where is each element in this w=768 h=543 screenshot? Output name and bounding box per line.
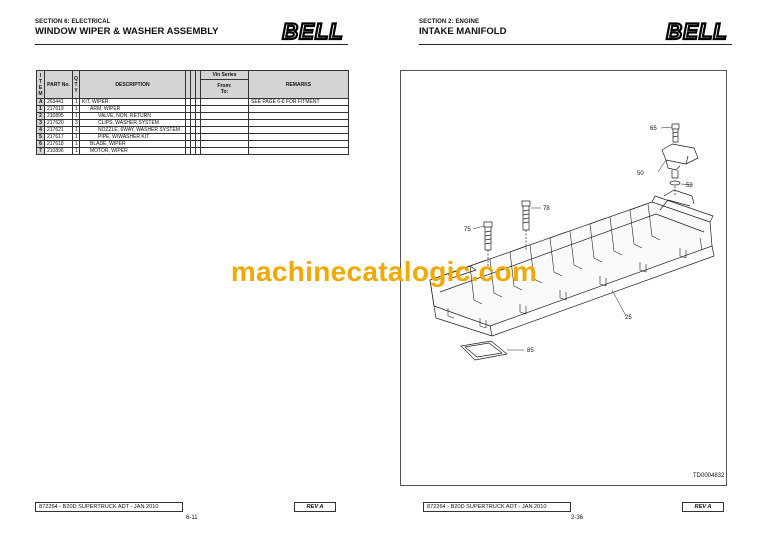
callout-label: 50: [637, 171, 644, 177]
callout-label: 75: [464, 227, 471, 233]
drawing-id: TD0004832: [693, 473, 725, 479]
col-from-to-header: From: To:: [201, 80, 249, 99]
table-row: 4 217621 1 NOZZLE, 6WAY, WASHER SYSTEM: [37, 127, 349, 134]
footer-revision: REV A: [294, 502, 336, 512]
table-row: 5 217617 1 PIPE, W/WASHER KIT: [37, 134, 349, 141]
col-vin-series-header: Vin Series: [201, 71, 249, 80]
callout-label: 78: [543, 206, 550, 212]
callout-label: 85: [527, 348, 534, 354]
gasket-85: [461, 341, 507, 360]
page-number: 6-11: [186, 515, 198, 521]
bell-logo-text: BELL: [282, 19, 344, 44]
table-row: 1 217619 1 ARM, WIPER: [37, 106, 349, 113]
callout-label: 25: [625, 315, 632, 321]
table-row: 3 217620 3 CLIPS, WASHER SYSTEM: [37, 120, 349, 127]
table-row: A 263441 1 KIT, WIPER SEE PAGE 6-6 FOR FITMENT: [37, 99, 349, 106]
col-description-header: DESCRIPTION: [80, 71, 186, 99]
section-label: SECTION 6: ELECTRICAL: [35, 19, 111, 25]
callout-label: 65: [650, 126, 657, 132]
col-qty-header: Q T Y: [73, 71, 80, 99]
footer-doc-ref: 872264 - B20D SUPERTRUCK ADT - JAN 2010: [423, 502, 571, 512]
callout-label: 52: [686, 183, 693, 189]
col-item-header: I T E M: [38, 72, 43, 97]
page-title: INTAKE MANIFOLD: [419, 26, 507, 37]
col-remarks-header: REMARKS: [249, 71, 349, 99]
table-row: 7 210896 1 MOTOR, WIPER: [37, 148, 349, 155]
section-label: SECTION 2: ENGINE: [419, 19, 480, 25]
page-number: 2-36: [571, 515, 584, 521]
footer-doc-ref: 872264 - B20D SUPERTRUCK ADT - JAN 2010: [35, 502, 183, 512]
bell-logo-text: BELL: [666, 19, 728, 44]
footer-revision: REV A: [682, 502, 724, 512]
table-row: 2 210895 1 VALVE, NON. RETURN: [37, 113, 349, 120]
col-part-header: PART No.: [45, 71, 73, 99]
table-row: 6 217618 1 BLADE, WIPER: [37, 141, 349, 148]
bolt-78: [522, 201, 530, 250]
watermark: machinecatalogic.com: [230, 256, 538, 287]
page-title: WINDOW WIPER & WASHER ASSEMBLY: [35, 26, 219, 37]
